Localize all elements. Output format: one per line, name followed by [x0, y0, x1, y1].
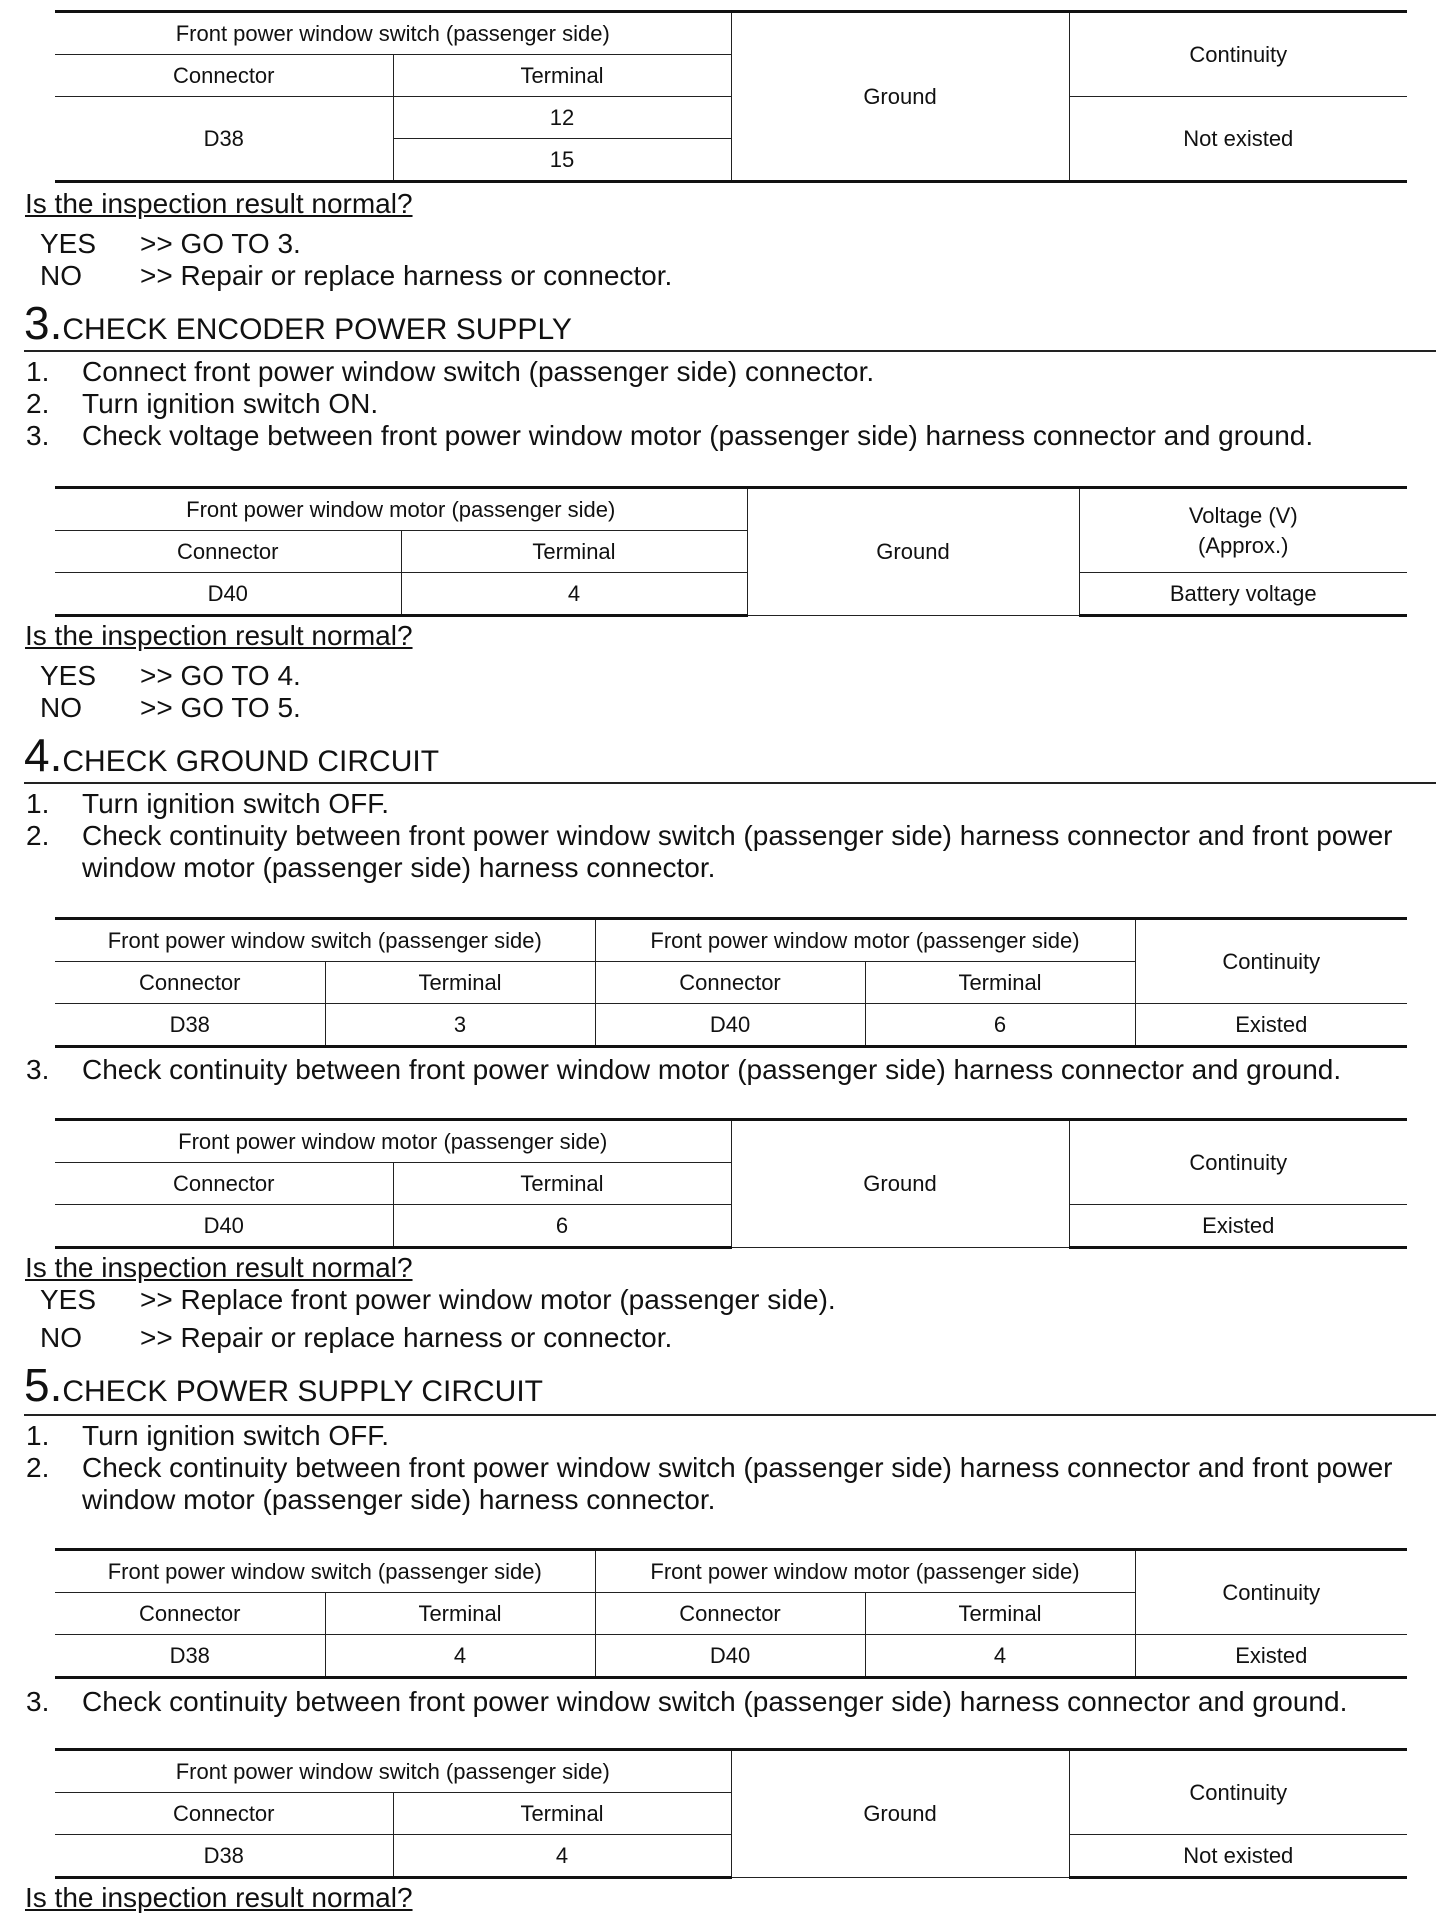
terminal-header: Terminal [865, 962, 1135, 1004]
connector-value: D38 [55, 1635, 325, 1678]
no-text: >> Repair or replace harness or connector. [140, 260, 673, 291]
connector-header: Connector [595, 962, 865, 1004]
connector-header: Connector [55, 1593, 325, 1635]
continuity-header: Continuity [1069, 1120, 1407, 1205]
continuity-value: Existed [1135, 1004, 1407, 1047]
list-item: 1. Turn ignition switch OFF. [26, 788, 390, 819]
answer-yes: YES >> Replace front power window motor (passenger side). [40, 1284, 836, 1315]
table-switch-ground-2 [55, 1748, 1407, 1879]
terminal-value: 4 [393, 1835, 731, 1878]
list-item: 2. Turn ignition switch ON. [26, 388, 379, 419]
terminal-value: 4 [865, 1635, 1135, 1678]
step-3-heading [24, 296, 572, 350]
question: Is the inspection result normal? [25, 1252, 413, 1283]
table-switch-motor-continuity [55, 917, 1407, 1048]
divider [24, 1414, 1436, 1416]
connector-value: D40 [595, 1635, 865, 1678]
connector-header: Connector [55, 1793, 393, 1835]
header-motor: Front power window motor (passenger side) [595, 919, 1135, 962]
header-motor: Front power window motor (passenger side) [55, 488, 747, 531]
terminal-header: Terminal [393, 55, 731, 97]
terminal-header: Terminal [401, 531, 747, 573]
answer-yes: YES >> GO TO 4. [40, 660, 301, 691]
ground-cell: Ground [731, 12, 1069, 182]
continuity-header: Continuity [1069, 1750, 1407, 1835]
terminal-value: 15 [393, 139, 731, 182]
list-item: 2. Check continuity between front power window switch (passenger side) harness connector and front power [26, 820, 1393, 851]
list-item-continuation: window motor (passenger side) harness connector. [82, 1484, 716, 1515]
table-switch-motor-continuity [55, 1548, 1407, 1679]
list-item: 3. Check continuity between front power window motor (passenger side) harness connector and ground. [26, 1054, 1342, 1085]
list-item: 3. Check continuity between front power window switch (passenger side) harness connector and ground. [26, 1686, 1348, 1717]
step-4-heading: 4.CHECK GROUND CIRCUIT [24, 729, 440, 781]
list-item: 2. Check continuity between front power window switch (passenger side) harness connector and front power [26, 1452, 1393, 1483]
answer-yes [40, 228, 301, 260]
header-switch: Front power window switch (passenger side) [55, 919, 595, 962]
voltage-value: Battery voltage [1079, 573, 1407, 616]
connector-header: Connector [55, 55, 393, 97]
terminal-value: 6 [393, 1205, 731, 1248]
question: Is the inspection result normal? [25, 188, 413, 219]
header-switch: Front power window switch (passenger side) [55, 12, 731, 55]
continuity-header: Continuity [1135, 1550, 1407, 1635]
ground-cell: Ground [731, 1750, 1069, 1878]
step-5-heading: 5.CHECK POWER SUPPLY CIRCUIT [24, 1359, 544, 1411]
continuity-header: Continuity [1069, 12, 1407, 97]
connector-value: D40 [55, 1205, 393, 1248]
table-switch-ground-1 [55, 10, 1407, 183]
terminal-header: Terminal [865, 1593, 1135, 1635]
connector-value: D38 [55, 1004, 325, 1047]
continuity-header: Continuity [1135, 919, 1407, 1004]
terminal-value: 4 [401, 573, 747, 616]
yes-text: >> GO TO 3. [140, 228, 301, 259]
connector-header: Connector [595, 1593, 865, 1635]
terminal-value: 12 [393, 97, 731, 139]
answer-no: NO >> GO TO 5. [40, 692, 301, 723]
table-motor-ground [55, 1118, 1407, 1249]
header-motor: Front power window motor (passenger side) [595, 1550, 1135, 1593]
connector-header: Connector [55, 531, 401, 573]
divider [24, 782, 1436, 784]
step-number: 3. [24, 297, 63, 349]
continuity-value: Not existed [1069, 97, 1407, 182]
terminal-header: Terminal [325, 1593, 595, 1635]
terminal-header: Terminal [393, 1793, 731, 1835]
terminal-value: 6 [865, 1004, 1135, 1047]
answer-no [40, 260, 672, 292]
question: Is the inspection result normal? [25, 1882, 413, 1913]
no-label: NO [40, 260, 82, 291]
connector-header: Connector [55, 962, 325, 1004]
continuity-value: Existed [1069, 1205, 1407, 1248]
connector-value: D40 [595, 1004, 865, 1047]
table-motor-voltage [55, 486, 1407, 617]
answer-no: NO >> Repair or replace harness or connector. [40, 1322, 673, 1353]
terminal-value: 4 [325, 1635, 595, 1678]
voltage-header: Voltage (V) (Approx.) [1079, 488, 1407, 573]
continuity-value: Existed [1135, 1635, 1407, 1678]
terminal-header: Terminal [325, 962, 595, 1004]
ground-cell: Ground [731, 1120, 1069, 1248]
divider [24, 350, 1436, 352]
header-switch: Front power window switch (passenger side) [55, 1550, 595, 1593]
question: Is the inspection result normal? [25, 620, 413, 651]
list-item: 3. Check voltage between front power window motor (passenger side) harness connector and ground. [26, 420, 1314, 451]
ground-cell: Ground [747, 488, 1079, 616]
list-item-continuation: window motor (passenger side) harness connector. [82, 852, 716, 883]
step-title: CHECK ENCODER POWER SUPPLY [62, 313, 572, 346]
list-item: 1. Connect front power window switch (passenger side) connector. [26, 356, 875, 387]
header-switch: Front power window switch (passenger side) [55, 1750, 731, 1793]
continuity-value: Not existed [1069, 1835, 1407, 1878]
connector-value: D38 [55, 1835, 393, 1878]
connector-value: D40 [55, 573, 401, 616]
connector-header: Connector [55, 1163, 393, 1205]
list-item: 1. Turn ignition switch OFF. [26, 1420, 390, 1451]
header-motor: Front power window motor (passenger side) [55, 1120, 731, 1163]
connector-value: D38 [55, 97, 393, 182]
terminal-value: 3 [325, 1004, 595, 1047]
yes-label: YES [40, 228, 97, 259]
terminal-header: Terminal [393, 1163, 731, 1205]
